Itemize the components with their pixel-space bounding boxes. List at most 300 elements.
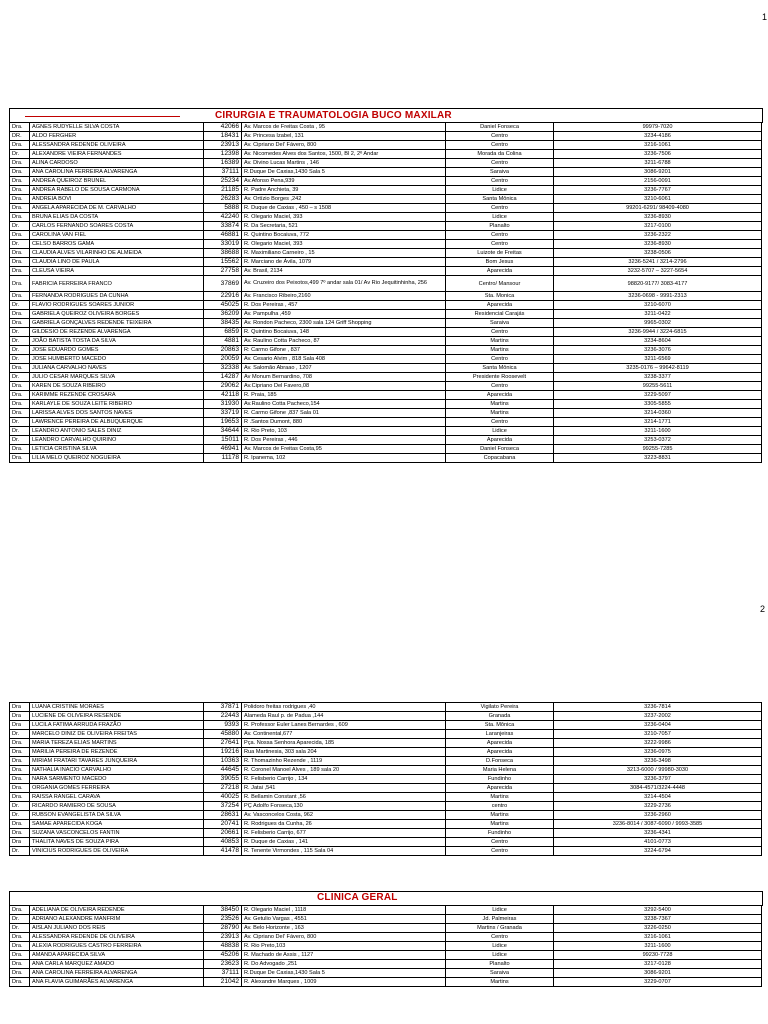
title-cell: Dra. [10,276,30,292]
title-cell: Dra. [10,292,30,301]
name-cell: ALINA CARDOSO [30,159,204,168]
phone-cell: 99255-7285 [554,445,762,454]
title-cell: Dra. [10,319,30,328]
phone-cell: 3224-6794 [554,847,762,856]
name-cell: RUBSON EVANGELISTA DA SILVA [30,811,204,820]
district-cell: Vigilato Pereira [446,703,554,712]
cro-cell: 33719 [204,409,242,418]
phone-cell: 3210-7057 [554,730,762,739]
title-cell: Dra. [10,739,30,748]
name-cell: AGNES RUDYELLE SILVA COSTA [30,123,204,132]
phone-cell: 3214-1771 [554,418,762,427]
name-cell: ALEXANDRE VIEIRA FERNANDES [30,150,204,159]
table-row [10,838,762,847]
table-row [10,811,762,820]
name-cell: KARIMME REZENDE CROSARA [30,391,204,400]
cro-cell: 32338 [204,364,242,373]
district-cell: Centro [446,132,554,141]
table-row [10,906,762,915]
district-cell: Aparecida [446,391,554,400]
table-row [10,132,762,141]
district-cell: Martins [446,400,554,409]
phone-cell: 3292-5400 [554,906,762,915]
name-cell: LUANA CRISTINE MORAES [30,703,204,712]
table-row [10,231,762,240]
phone-cell: 3229-5097 [554,391,762,400]
phone-cell: 3236-3076 [554,346,762,355]
address-cell: R. Maximiliano Carneiro , 15 [242,249,446,258]
title-cell: Dra [10,721,30,730]
phone-cell: 3234-8604 [554,337,762,346]
cro-cell: 6859 [204,328,242,337]
phone-cell: 3236-5241 / 3214-2796 [554,258,762,267]
phone-cell: 3223-8831 [554,454,762,463]
title-cell: Dr. [10,915,30,924]
name-cell: AMANDA APARECIDA SILVA [30,951,204,960]
district-cell: Sta. Mônica [446,721,554,730]
table-row [10,757,762,766]
phone-cell: 3236-0404 [554,721,762,730]
district-cell: Saraiva [446,168,554,177]
phone-cell: 99201-6291/ 98409-4080 [554,204,762,213]
phone-cell: 3210-6070 [554,301,762,310]
address-cell: Av. Marcos de Freitas Costa,95 [242,445,446,454]
phone-cell: 3084-4571/3224-4448 [554,784,762,793]
address-cell: R. Professor Euler Lanes Bernardes , 609 [242,721,446,730]
cro-cell: 10363 [204,757,242,766]
address-cell: Av. Raulino Cotta Pacheco, 87 [242,337,446,346]
title-cell: Dra. [10,267,30,276]
cro-cell: 42240 [204,213,242,222]
title-cell: Dra. [10,382,30,391]
title-cell: Dra. [10,766,30,775]
name-cell: JULIO CESAR MARQUES SILVA [30,373,204,382]
address-cell: R. Alexandre Marques , 1009 [242,978,446,987]
phone-cell: 98820-9177/ 3083-4177 [554,276,762,292]
address-cell: Rua Martinesia, 303 sala 204 [242,748,446,757]
district-cell: Daniel Fonseca [446,445,554,454]
cro-cell: 45206 [204,951,242,960]
address-cell: Av. Cipriano Del' Fávero, 800 [242,933,446,942]
phone-cell: 3086-9201 [554,168,762,177]
cro-cell: 40025 [204,793,242,802]
phone-cell: 99255-5611 [554,382,762,391]
title-cell: Dra [10,838,30,847]
table-row [10,933,762,942]
title-cell: Dra. [10,195,30,204]
title-cell: Dr. [10,418,30,427]
cro-cell: 38688 [204,249,242,258]
address-cell: R. Coronel Manoel Alves , 189 sala 20 [242,766,446,775]
district-cell: D.Fonseca [446,757,554,766]
title-cell: Dra. [10,213,30,222]
district-cell: Bom Jesus [446,258,554,267]
cro-cell: 37254 [204,802,242,811]
title-cell: Dr. [10,222,30,231]
address-cell: R. Thomazinho Rezende , 1119 [242,757,446,766]
name-cell: ANA CARLA MARQUEZ AMADO [30,960,204,969]
district-cell: Morada da Colina [446,150,554,159]
district-cell: Aparecida [446,436,554,445]
title-cell: Dr. [10,337,30,346]
name-cell: MARCELO DINIZ DE OLIVEIRA FREITAS [30,730,204,739]
address-cell: R. Rodrigues da Cunha, 26 [242,820,446,829]
address-cell: R. Padre Anchieta, 39 [242,186,446,195]
table-row [10,150,762,159]
address-cell: Av. Ortízio Borges ,242 [242,195,446,204]
address-cell: R. Do Advogado ,251 [242,960,446,969]
district-cell: Santa Mônica [446,195,554,204]
title-cell: Dr. [10,150,30,159]
address-cell: Alameda Raul p. de Padua ,144 [242,712,446,721]
dentist-table-general [9,905,762,987]
phone-cell: 3211-0422 [554,310,762,319]
cro-cell: 11178 [204,454,242,463]
district-cell: Presidente Roosevelt [446,373,554,382]
district-cell: Planalto [446,960,554,969]
cro-cell: 19216 [204,748,242,757]
cro-cell: 27758 [204,267,242,276]
table-row [10,915,762,924]
table-row [10,301,762,310]
phone-cell: 3235-0176 – 99642-8119 [554,364,762,373]
cro-cell: 33019 [204,240,242,249]
table-row [10,319,762,328]
district-cell: Planalto [446,222,554,231]
name-cell: JULIANA CARVALHO NAVES [30,364,204,373]
title-cell: Dra [10,712,30,721]
table-row [10,436,762,445]
name-cell: LUCILA FATIMA ARRUDA FRAZÃO [30,721,204,730]
title-rule [25,116,180,117]
district-cell: Luizote de Freitas [446,249,554,258]
cro-cell: 48838 [204,942,242,951]
phone-cell: 3238-7367 [554,915,762,924]
table-row [10,258,762,267]
table-row [10,748,762,757]
title-cell: Dra. [10,258,30,267]
address-cell: Av. Francisco Ribeiro,2160 [242,292,446,301]
address-cell: Av.Raulino Cotta Pacheco,154 [242,400,446,409]
address-cell: R. Machado de Assis , 1127 [242,951,446,960]
name-cell: AISLAN JULIANO DOS REIS [30,924,204,933]
cro-cell: 20741 [204,820,242,829]
district-cell: Maria Helena [446,766,554,775]
name-cell: ANGELA APARECIDA DE M. CARVALHO [30,204,204,213]
district-cell: Santa Mônica [446,364,554,373]
name-cell: RICARDO RAMIERO DE SOUSA [30,802,204,811]
address-cell: R. Praia, 185 [242,391,446,400]
address-cell: Av. Pampulha ,459 [242,310,446,319]
phone-cell: 3236-7814 [554,703,762,712]
cro-cell: 39055 [204,775,242,784]
phone-cell: 3238-3377 [554,373,762,382]
name-cell: CLEUSA VIEIRA [30,267,204,276]
district-cell: Centro [446,177,554,186]
table-row [10,400,762,409]
table-row [10,204,762,213]
district-cell: Centro [446,328,554,337]
name-cell: SAMAE APARECIDA KOGA [30,820,204,829]
name-cell: JOSE HUMBERTO MACEDO [30,355,204,364]
phone-cell: 3253-0372 [554,436,762,445]
table-row [10,820,762,829]
cro-cell: 25234 [204,177,242,186]
district-cell: Centro [446,933,554,942]
section-title: CLINICA GERAL [317,892,398,903]
district-cell: Martins / Granada [446,924,554,933]
address-cell: Av. Cipriano Del' Fávero, 800 [242,141,446,150]
phone-cell: 3234-4186 [554,132,762,141]
district-cell: Centro [446,418,554,427]
name-cell: ADELIANA DE OLIVEIRA REDENDE [30,906,204,915]
cro-cell: 23913 [204,933,242,942]
cro-cell: 18431 [204,132,242,141]
name-cell: MARIA TEREZA ELIAS MARTINS [30,739,204,748]
district-cell: Aparecida [446,301,554,310]
district-cell: Centro [446,141,554,150]
table-row [10,337,762,346]
cro-cell: 38450 [204,906,242,915]
table-row [10,847,762,856]
address-cell: R. Duque de Caxias , 141 [242,838,446,847]
address-cell: Polidoro freitas rodrigues ,40 [242,703,446,712]
district-cell: Centro [446,204,554,213]
table-row [10,123,762,132]
name-cell: THALITA NAVES DE SOUZA PIRA [30,838,204,847]
title-cell: Dra. [10,960,30,969]
title-cell: Dra. [10,409,30,418]
title-cell: Dra. [10,978,30,987]
district-cell: Copacabana [446,454,554,463]
dentist-table-surgery [9,122,762,463]
cro-cell: 27218 [204,784,242,793]
title-cell: Dra. [10,445,30,454]
cro-cell: 15011 [204,436,242,445]
table-row [10,942,762,951]
title-cell: Dra. [10,906,30,915]
table-row [10,951,762,960]
cro-cell: 42066 [204,123,242,132]
name-cell: ANDREA RABELO DE SOUSA CARMONA [30,186,204,195]
phone-cell: 3216-1061 [554,933,762,942]
table-row [10,186,762,195]
name-cell: JOSE EDUARDO GOMES [30,346,204,355]
address-cell: R.Duque De Caxias,1430 Sala 5 [242,969,446,978]
address-cell: Av. Marcos de Freitas Costa , 95 [242,123,446,132]
address-cell: R. Rio Preto, 103 [242,427,446,436]
table-row [10,802,762,811]
title-cell: Dr. [10,811,30,820]
title-cell: Dra. [10,177,30,186]
district-cell: Jd. Palmeiras [446,915,554,924]
district-cell: Lidice [446,942,554,951]
district-cell: Lidice [446,186,554,195]
name-cell: LAWRENCE PEREIRA DE ALBUQUERQUE [30,418,204,427]
phone-cell: 4101-0773 [554,838,762,847]
title-cell: Dra. [10,186,30,195]
title-cell: Dra. [10,141,30,150]
phone-cell: 3213-6000 / 99980-3030 [554,766,762,775]
table-row [10,739,762,748]
cro-cell: 20863 [204,346,242,355]
title-cell: Dra. [10,784,30,793]
address-cell: Av. Vasconcelos Costa, 962 [242,811,446,820]
district-cell: Lidice [446,906,554,915]
address-cell: Pça. Nossa Senhora Aparecida, 185 [242,739,446,748]
cro-cell: 22916 [204,292,242,301]
title-cell: Dra. [10,231,30,240]
cro-cell: 27641 [204,739,242,748]
name-cell: VINICIUS RODRIGUES DE OLIVEIRA [30,847,204,856]
name-cell: FLAVIO RODRIGUES SOARES JUNIOR [30,301,204,310]
name-cell: RAISSA RANGEL CARAVA [30,793,204,802]
table-row [10,775,762,784]
address-cell: R. Olegario Maciel, 393 [242,213,446,222]
table-row [10,168,762,177]
name-cell: CLAUDIA ALVES VILARINHO DE ALMEIDA [30,249,204,258]
phone-cell: 3211-6569 [554,355,762,364]
address-cell: Av. Cesario Alvim , 818 Sala 408 [242,355,446,364]
address-cell: R. Olegario Maciel, 393 [242,240,446,249]
title-cell: DR. [10,132,30,141]
table-row [10,177,762,186]
table-row [10,730,762,739]
title-cell: Dr. [10,346,30,355]
district-cell: Saraiva [446,969,554,978]
name-cell: ANA CAROLINA FERREIRA ALVARENGA [30,969,204,978]
name-cell: GABRIELA GONÇALVES REDENDE TEIXEIRA [30,319,204,328]
table-row [10,310,762,319]
district-cell: Martins [446,978,554,987]
cro-cell: 45880 [204,730,242,739]
district-cell: Centro/ Mansour [446,276,554,292]
title-cell: Dra. [10,775,30,784]
address-cell: R. Quintino Bocaiuva, 148 [242,328,446,337]
address-cell: R. Felisberio Carrijo , 134 [242,775,446,784]
name-cell: CAROLINA VAN FIEL [30,231,204,240]
name-cell: GABRIELA QUEIROZ OLIVEIRA BORGES [30,310,204,319]
phone-cell: 3229-0707 [554,978,762,987]
address-cell: R. Rio Preto,103 [242,942,446,951]
table-row [10,829,762,838]
name-cell: JOÃO BATISTA TOSTA DA SILVA [30,337,204,346]
address-cell: R. Ipanema, 102 [242,454,446,463]
table-row [10,766,762,775]
phone-cell: 3236-3498 [554,757,762,766]
table-row [10,793,762,802]
phone-cell: 3214-0360 [554,409,762,418]
district-cell: Aparecida [446,748,554,757]
title-cell: Dr. [10,240,30,249]
title-cell: Dr. [10,301,30,310]
address-cell: Av. Belo Horizonte , 163 [242,924,446,933]
cro-cell: 21185 [204,186,242,195]
phone-cell: 3210-6061 [554,195,762,204]
phone-cell: 9965-0302 [554,319,762,328]
cro-cell: 37869 [204,276,242,292]
district-cell: Centro [446,159,554,168]
table-row [10,222,762,231]
cro-cell: 29062 [204,382,242,391]
cro-cell: 37111 [204,168,242,177]
district-cell: Centro [446,838,554,847]
phone-cell: 3236-7506 [554,150,762,159]
name-cell: ANDREIA BOVI [30,195,204,204]
district-cell: Martins [446,793,554,802]
district-cell: Martins [446,811,554,820]
title-cell: Dra. [10,310,30,319]
title-cell: Dra. [10,168,30,177]
title-cell: Dra. [10,793,30,802]
district-cell: Martins [446,346,554,355]
title-cell: Dra. [10,159,30,168]
table-row [10,427,762,436]
district-cell: Aparecida [446,784,554,793]
phone-cell: 3236-8930 [554,240,762,249]
phone-cell: 3238-0506 [554,249,762,258]
table-row [10,454,762,463]
cro-cell: 34644 [204,427,242,436]
address-cell: Av. Princesa Izabel, 131 [242,132,446,141]
table-row [10,249,762,258]
address-cell: R. Da Secretaria, 521 [242,222,446,231]
title-cell: Dra. [10,454,30,463]
address-cell: R. Carmo Gifone ,837 Sala 01 [242,409,446,418]
title-cell: Dra. [10,400,30,409]
table-row [10,240,762,249]
cro-cell: 41478 [204,847,242,856]
cro-cell: 15562 [204,258,242,267]
name-cell: MIRIAM FRATARI TAVARES JUNQUEIRA [30,757,204,766]
district-cell: Centro [446,355,554,364]
table-row [10,721,762,730]
title-cell: Dr. [10,436,30,445]
phone-cell: 99979-7020 [554,123,762,132]
phone-cell: 3086-9201 [554,969,762,978]
cro-cell: 33874 [204,222,242,231]
cro-cell: 23913 [204,141,242,150]
cro-cell: 46941 [204,445,242,454]
table-row [10,784,762,793]
address-cell: R. Bellamin Constant ,56 [242,793,446,802]
name-cell: GILDESIO DE REZENDE ALVARENGA [30,328,204,337]
name-cell: CARLOS FERNANDO SOARES COSTA [30,222,204,231]
address-cell: Av. Divino Lucas Martins , 146 [242,159,446,168]
phone-cell: 3236-0975 [554,748,762,757]
title-cell: Dra. [10,820,30,829]
cro-cell: 46881 [204,231,242,240]
phone-cell: 3217-0128 [554,960,762,969]
district-cell: Laranjeiras [446,730,554,739]
name-cell: KAREN DE SOUZA RIBEIRO [30,382,204,391]
cro-cell: 4881 [204,337,242,346]
name-cell: ADRIANO ALEXANDRE MANFRIM [30,915,204,924]
district-cell: Centro [446,847,554,856]
table-row [10,969,762,978]
cro-cell: 23623 [204,960,242,969]
district-cell: Martins [446,409,554,418]
title-cell: Dra. [10,364,30,373]
table-row [10,382,762,391]
name-cell: ALESSANDRA REDENDE DE OLIVEIRA [30,933,204,942]
phone-cell: 3211-1600 [554,942,762,951]
cro-cell: 20059 [204,355,242,364]
cro-cell: 5888 [204,204,242,213]
name-cell: KARLAYLE DE SOUZA LEITE RIBEIRO [30,400,204,409]
table-row [10,355,762,364]
cro-cell: 21042 [204,978,242,987]
